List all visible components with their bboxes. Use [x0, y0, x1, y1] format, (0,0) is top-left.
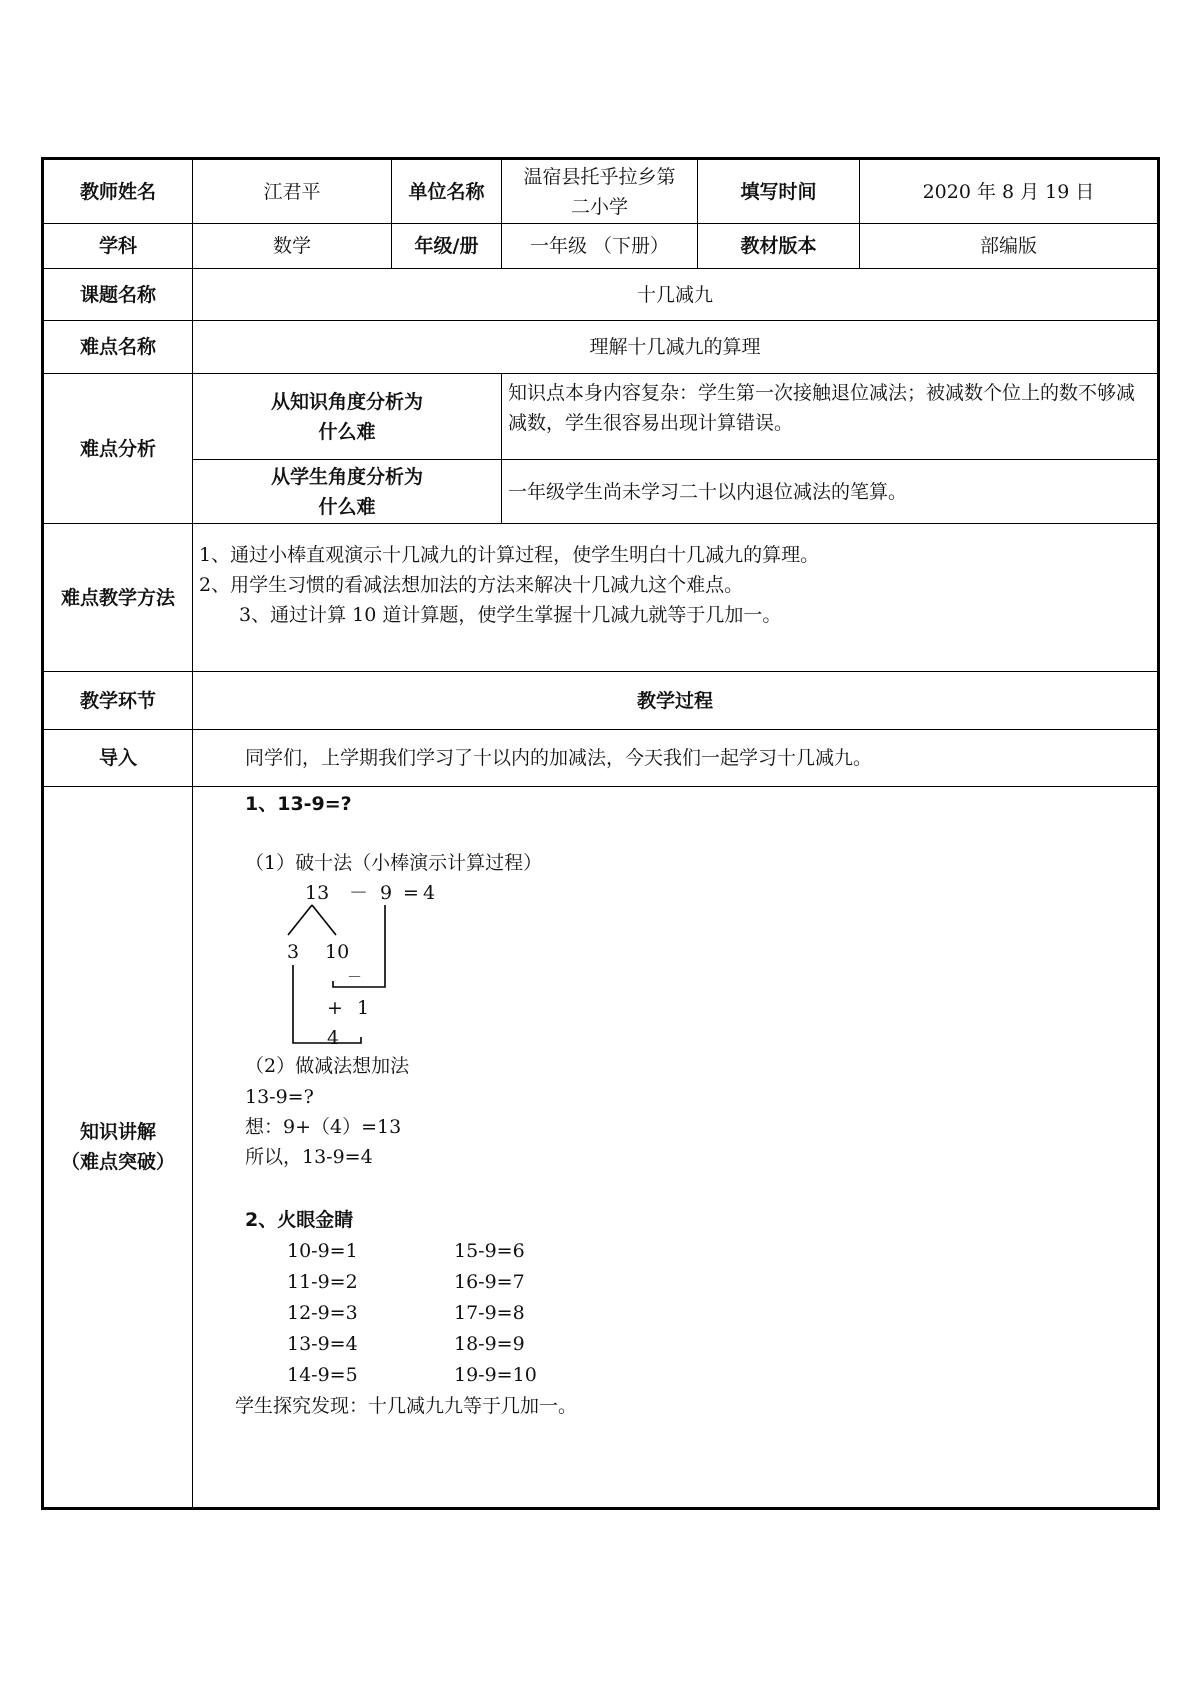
student-angle-label-line1: 从学生角度分析为 — [270, 465, 423, 488]
subject-label: 学科 — [43, 224, 193, 269]
break-ten-diagram — [193, 787, 593, 1067]
student-angle-label-line2: 什么难 — [318, 495, 376, 518]
topic-value: 十几减九 — [193, 269, 1159, 321]
diagram-4: 4 — [423, 882, 436, 904]
method-2-title: （2）做减法想加法 — [245, 1055, 410, 1077]
method-1-title: （1）破十法（小棒演示计算过程） — [245, 852, 543, 874]
student-angle-label — [193, 460, 502, 524]
topic-row — [43, 269, 1159, 321]
exercise-left-5: 14-9=5 — [287, 1364, 358, 1386]
exercise-right-5: 19-9=10 — [454, 1364, 537, 1386]
difficulty-value: 理解十几减九的算理 — [193, 321, 1159, 374]
method-line-3: 3、通过计算 10 道计算题，使学生掌握十几减九就等于几加一。 — [239, 604, 782, 626]
split-left-line — [288, 905, 312, 935]
diagram-minus: － — [349, 882, 369, 904]
explain-label-line1: 知识讲解 — [79, 1121, 156, 1143]
diagram-10: 10 — [325, 941, 350, 963]
knowledge-angle-text: 知识点本身内容复杂：学生第一次接触退位减法；被减数个位上的数不够减减数，学生很容易出现计算错误。 — [502, 374, 1159, 460]
subject-value: 数学 — [193, 224, 392, 269]
unit-value-line2: 二小学 — [570, 195, 628, 218]
section-step-label: 教学环节 — [43, 672, 193, 730]
section-header-row — [43, 672, 1159, 730]
explain-row — [43, 787, 1159, 1509]
diagram-bottom-4: 4 — [327, 1027, 340, 1049]
explain-canvas — [193, 787, 1157, 1507]
exercise-right-2: 16-9=7 — [454, 1271, 525, 1293]
exercise-right-4: 18-9=9 — [454, 1333, 525, 1355]
knowledge-angle-label — [193, 374, 502, 460]
student-finding: 学生探究发现：十几减九九等于几加一。 — [235, 1395, 578, 1417]
unit-label: 单位名称 — [392, 159, 502, 224]
question-1: 1、13-9=? — [245, 793, 352, 815]
intro-row — [43, 730, 1159, 787]
exercise-right-1: 15-9=6 — [454, 1240, 525, 1262]
method-line-1: 1、通过小棒直观演示十几减九的计算过程，使学生明白十几减九的算理。 — [199, 544, 820, 566]
diagram-9: 9 — [380, 882, 393, 904]
edition-value: 部编版 — [860, 224, 1159, 269]
explain-label — [43, 787, 193, 1509]
topic-label: 课题名称 — [43, 269, 193, 321]
unit-value — [502, 159, 698, 224]
split-right-line — [312, 905, 336, 935]
diagram-equals: = — [403, 882, 419, 904]
analysis-row-knowledge — [43, 374, 1159, 460]
teacher-value: 江君平 — [193, 159, 392, 224]
method-line-2: 2、用学生习惯的看减法想加法的方法来解决十几减九这个难点。 — [199, 574, 744, 596]
date-label: 填写时间 — [698, 159, 860, 224]
date-value: 2020 年 8 月 19 日 — [860, 159, 1159, 224]
analysis-row-student — [43, 460, 1159, 524]
diagram-3: 3 — [287, 941, 300, 963]
exercise-left-3: 12-9=3 — [287, 1302, 358, 1324]
analysis-label: 难点分析 — [43, 374, 193, 524]
methods-row — [43, 524, 1159, 672]
method-2-line-c: 所以，13-9=4 — [245, 1146, 373, 1168]
grade-label: 年级/册 — [392, 224, 502, 269]
edition-label: 教材版本 — [698, 224, 860, 269]
method-2-line-b: 想：9+（4）=13 — [245, 1116, 402, 1138]
exercise-right-3: 17-9=8 — [454, 1302, 525, 1324]
explain-label-line2: （难点突破） — [60, 1151, 175, 1173]
exercise-left-1: 10-9=1 — [287, 1240, 358, 1262]
header-row-1 — [43, 159, 1159, 224]
header-row-2 — [43, 224, 1159, 269]
intro-label: 导入 — [43, 730, 193, 787]
diagram-plus: + — [327, 997, 343, 1019]
difficulty-label: 难点名称 — [43, 321, 193, 374]
exercise-left-2: 11-9=2 — [287, 1271, 358, 1293]
student-angle-text: 一年级学生尚未学习二十以内退位减法的笔算。 — [502, 460, 1159, 524]
grade-value: 一年级 （下册） — [502, 224, 698, 269]
method-2-line-a: 13-9=? — [245, 1086, 314, 1108]
teacher-label: 教师姓名 — [43, 159, 193, 224]
methods-content — [193, 524, 1159, 672]
difficulty-row — [43, 321, 1159, 374]
exercise-left-4: 13-9=4 — [287, 1333, 358, 1355]
methods-label: 难点教学方法 — [43, 524, 193, 672]
knowledge-angle-label-line1: 从知识角度分析为 — [270, 390, 423, 413]
knowledge-angle-label-line2: 什么难 — [318, 420, 376, 443]
unit-value-line1: 温宿县托乎拉乡第 — [523, 165, 676, 188]
diagram-13: 13 — [305, 882, 330, 904]
diagram-1: 1 — [357, 997, 370, 1019]
diagram-small-minus: － — [347, 968, 363, 986]
explain-content — [193, 787, 1159, 1509]
question-2: 2、火眼金睛 — [245, 1209, 354, 1231]
section-process-label: 教学过程 — [193, 672, 1159, 730]
intro-text: 同学们，上学期我们学习了十以内的加减法，今天我们一起学习十几减九。 — [193, 730, 1159, 787]
lesson-plan-table — [41, 157, 1160, 1510]
